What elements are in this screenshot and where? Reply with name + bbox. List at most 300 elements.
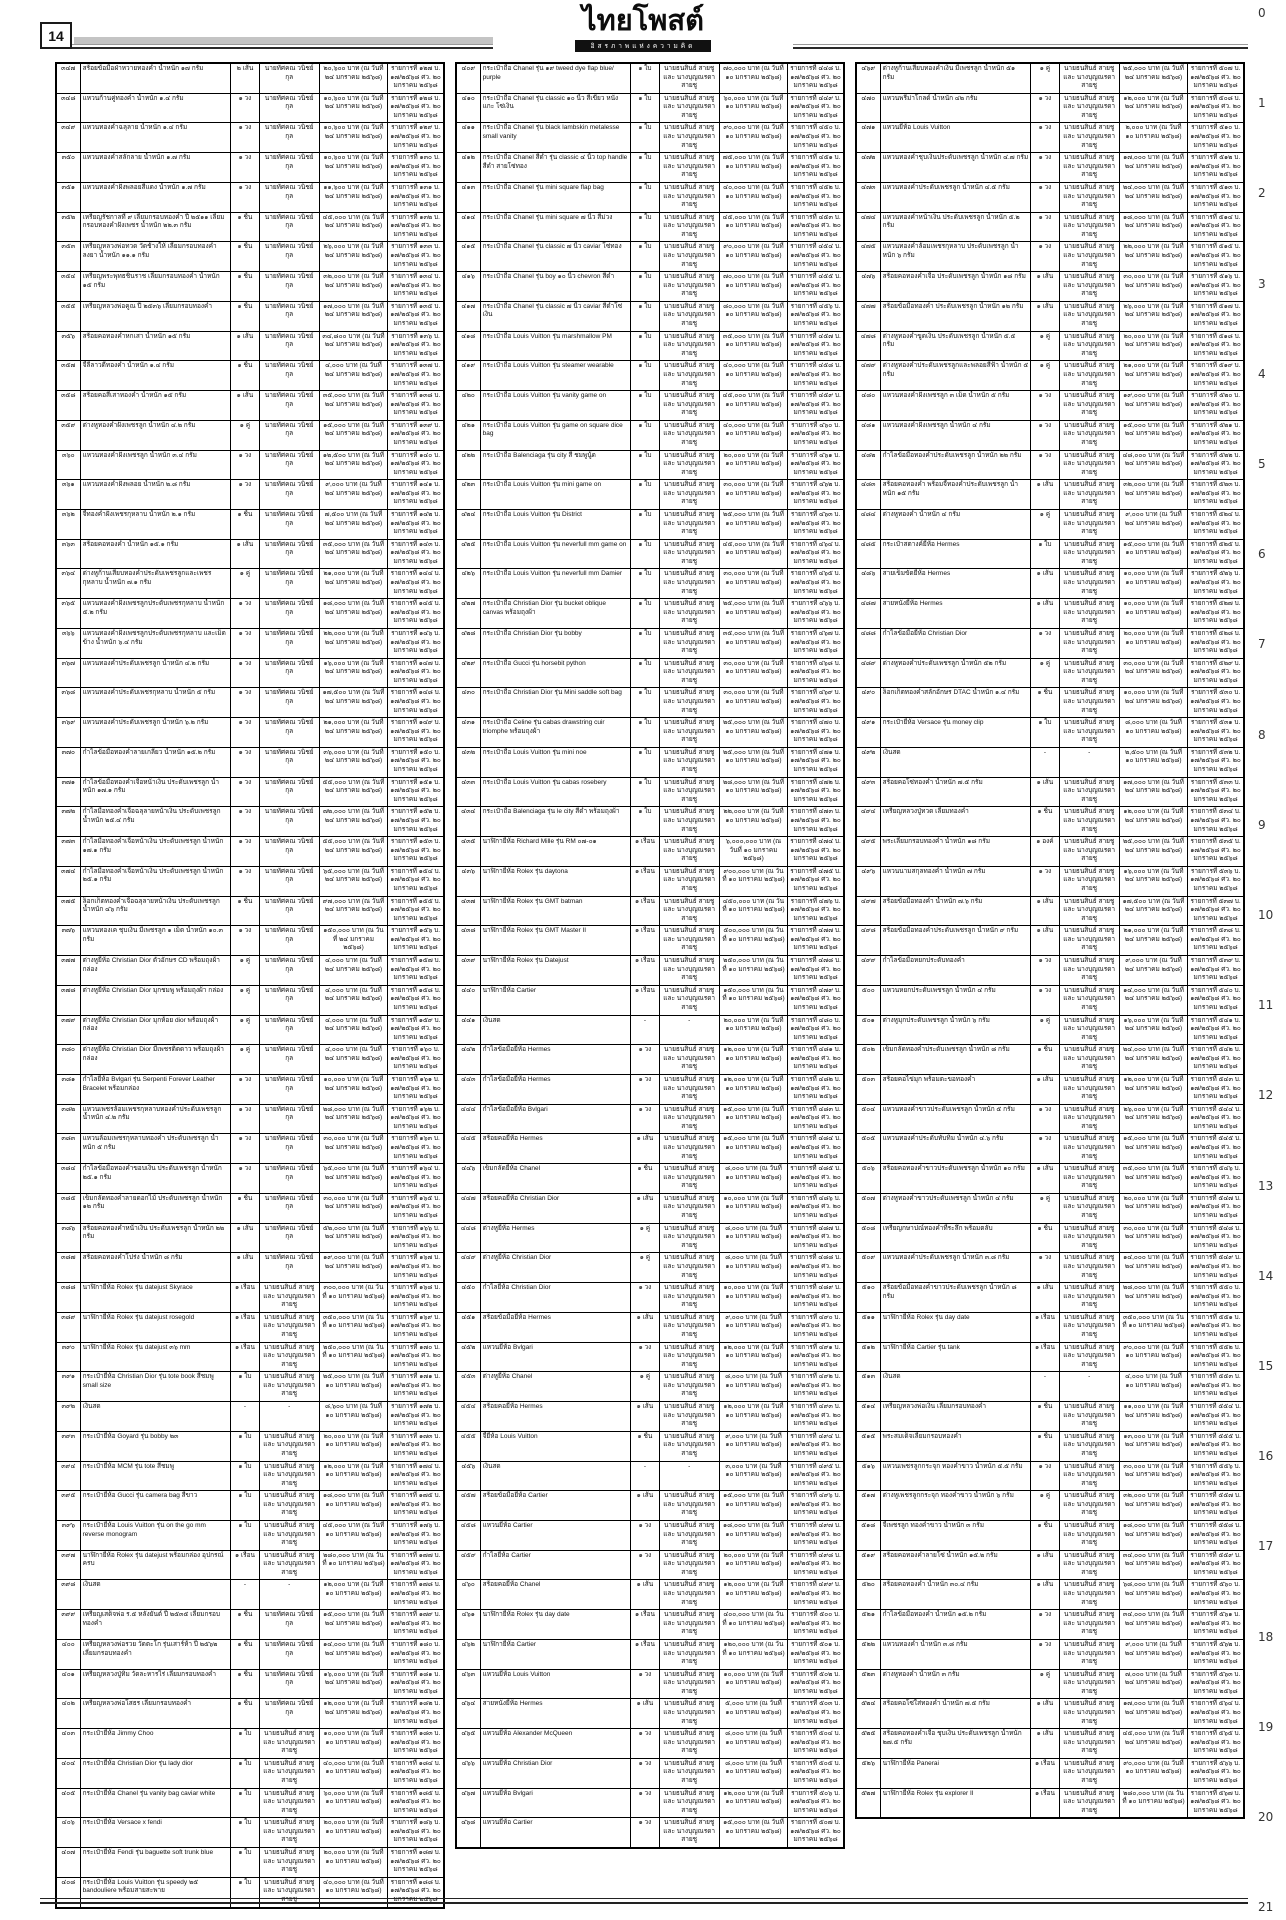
reference-cell: รายการที่ ๑๓๓ บ. ๑๗/๒๕๖๘ ศว. ๒๐ มกราคม ๒๕๖๘	[388, 242, 444, 272]
appraiser-cell: นายธนสินธ์ สายชู และ นางบุญณรดา สายชู	[659, 866, 719, 896]
item-no-cell: ๔๗๖	[856, 272, 880, 302]
item-no-cell: ๓๙๙	[56, 1610, 80, 1640]
quantity-cell: ๑ เส้น	[1031, 599, 1059, 629]
quantity-cell: ๑ เส้น	[1031, 1729, 1059, 1759]
reference-cell: รายการที่ ๑๗๐ บ. ๑๗/๒๕๖๘ ศว. ๒๐ มกราคม ๒๕๖๘	[388, 1342, 444, 1372]
item-no-cell: ๔๓๒	[456, 747, 480, 777]
appraiser-cell: นายธนสินธ์ สายชู และ นางบุญณรดา สายชู	[659, 1164, 719, 1194]
item-no-cell: ๔๕๐	[456, 1283, 480, 1313]
table-row	[56, 1134, 444, 1164]
quantity-cell: ๑ ใบ	[1031, 718, 1059, 748]
price-cell: ๑๕,๐๐๐ บาท (ณ วันที่ ๑๐ มกราคม ๒๕๖๘)	[719, 1491, 787, 1521]
price-cell: ๗,๕๐๐ บาท (ณ วันที่ ๒๔ มกราคม ๒๕๖๘)	[319, 510, 387, 540]
table-row	[856, 1788, 1244, 1818]
item-no-cell: ๔๐๕	[56, 1788, 80, 1818]
table-row	[456, 1431, 844, 1461]
description-cell: แหวนทองคำหน้าเงิน ประดับเพชรลูก น้ำหนัก ๕.๒ กรัม	[880, 212, 1031, 242]
reference-cell: รายการที่ ๔๕๓ บ. ๑๗/๒๕๖๘ ศว. ๒๐ มกราคม ๒๕๖๘	[788, 212, 844, 242]
appraiser-cell: นายธนสินธ์ สายชู และ นางบุญณรดา สายชู	[1059, 1461, 1119, 1491]
item-no-cell: ๓๖๘	[56, 688, 80, 718]
table-row	[456, 272, 844, 302]
appraiser-cell: นายธนสินธ์ สายชู และ นางบุญณรดา สายชู	[1059, 539, 1119, 569]
appraiser-cell: นายธนสินธ์ สายชู และ นางบุญณรดา สายชู	[1059, 63, 1119, 93]
price-cell: ๒,๐๐๐ บาท (ณ วันที่ ๑๐ มกราคม ๒๕๖๘)	[1119, 123, 1187, 153]
description-cell: สายหนังยี่ห้อ Hermes	[480, 1699, 631, 1729]
item-no-cell: ๕๐๑	[856, 1015, 880, 1045]
quantity-cell: ๑ คู่	[1031, 1491, 1059, 1521]
reference-cell: รายการที่ ๕๕๘ บ. ๑๗/๒๕๖๘ ศว. ๒๐ มกราคม ๒๕๖๘	[1188, 1520, 1244, 1550]
appraiser-cell: นายธนสินธ์ สายชู และ นางบุญณรดา สายชู	[659, 361, 719, 391]
item-no-cell: ๕๒๓	[856, 1669, 880, 1699]
description-cell: แหวนล้อมเพชรกุหลาบทองคำ ประดับเพชรลูก น้ำหนัก ๕ กรัม	[80, 1134, 231, 1164]
appraiser-cell: นายทัศคณ วนิชย์กุล	[259, 242, 319, 272]
appraiser-cell: นายธนสินธ์ สายชู และ นางบุญณรดา สายชู	[1059, 242, 1119, 272]
table-row	[456, 1402, 844, 1432]
reference-cell: รายการที่ ๑๖๕ บ. ๑๗/๒๕๖๘ ศว. ๒๐ มกราคม ๒๕๖๘	[388, 1193, 444, 1223]
description-cell: นาฬิกายี่ห้อ Rolex รุ่น datejust พร้อมกล่อง อุปกรณ์ครบ	[80, 1550, 231, 1580]
price-cell: ๓๐,๐๐๐ บาท (ณ วันที่ ๑๐ มกราคม ๒๕๖๘)	[719, 688, 787, 718]
description-cell: แหวนทองคำฝังพลอย น้ำหนัก ๒.๘ กรัม	[80, 480, 231, 510]
appraiser-cell: นายธนสินธ์ สายชู และ นางบุญณรดา สายชู	[259, 1729, 319, 1759]
quantity-cell: ๑ วง	[231, 777, 259, 807]
quantity-cell: ๑ ใบ	[231, 1758, 259, 1788]
quantity-cell: ๑ ชิ้น	[231, 1193, 259, 1223]
description-cell: แหวนทองคำประดับเพชรลูก น้ำหนัก ๔.๕ กรัม	[880, 182, 1031, 212]
description-cell: เหรียญกษาปณ์ทองคำที่ระลึก พร้อมตลับ	[880, 1223, 1031, 1253]
table-row	[56, 1669, 444, 1699]
quantity-cell: ๑ วง	[231, 747, 259, 777]
reference-cell: รายการที่ ๔๕๙ บ. ๑๗/๒๕๖๘ ศว. ๒๐ มกราคม ๒๕๖๘	[788, 391, 844, 421]
quantity-cell: ๑ ใบ	[631, 688, 659, 718]
reference-cell: รายการที่ ๕๔๒ บ. ๑๗/๒๕๖๘ ศว. ๒๐ มกราคม ๒๕๖๘	[1188, 1045, 1244, 1075]
description-cell: แหวนยี่ห้อ Alexander McQueen	[480, 1729, 631, 1759]
description-cell: กระเป๋าสตางค์ยี่ห้อ Hermes	[880, 539, 1031, 569]
quantity-cell: ๑ เส้น	[1031, 896, 1059, 926]
description-cell: กระเป๋าถือ Louis Vuitton รุ่น neverfull mm game on	[480, 539, 631, 569]
item-no-cell: ๔๑๕	[456, 242, 480, 272]
table-row	[56, 1580, 444, 1610]
table-row	[56, 569, 444, 599]
price-cell: ๒๒,๐๐๐ บาท (ณ วันที่ ๒๔ มกราคม ๒๕๖๘)	[319, 628, 387, 658]
appraiser-cell: -	[659, 1461, 719, 1491]
price-cell: ๘๐,๐๐๐ บาท (ณ วันที่ ๑๐ มกราคม ๒๕๖๘)	[719, 301, 787, 331]
appraiser-cell: นายทัศคณ วนิชย์กุล	[259, 391, 319, 421]
appraiser-cell: นายธนสินธ์ สายชู และ นางบุญณรดา สายชู	[1059, 450, 1119, 480]
description-cell: กระเป๋าถือ Balenciaga รุ่น le city สีดำ พร้อมถุงผ้า	[480, 807, 631, 837]
price-cell: ๑๖,๐๐๐ บาท (ณ วันที่ ๒๔ มกราคม ๒๕๖๘)	[319, 1669, 387, 1699]
table-row	[856, 599, 1244, 629]
price-cell: ๔๕,๐๐๐ บาท (ณ วันที่ ๑๐ มกราคม ๒๕๖๘)	[719, 539, 787, 569]
table-row	[856, 510, 1244, 540]
quantity-cell: ๑ วง	[231, 628, 259, 658]
item-no-cell: ๓๙๔	[56, 1461, 80, 1491]
table-row	[856, 153, 1244, 183]
price-cell: ๔๕๐,๐๐๐ บาท (ณ วันที่ ๑๐ มกราคม ๒๕๖๘)	[719, 896, 787, 926]
quantity-cell: ๑ ใบ	[631, 658, 659, 688]
description-cell: นาฬิกายี่ห้อ Richard Mille รุ่น RM ๐๗-๐๑	[480, 837, 631, 867]
item-no-cell: ๔๕๖	[456, 1461, 480, 1491]
price-cell: ๑๙,๐๐๐ บาท (ณ วันที่ ๒๔ มกราคม ๒๕๖๘)	[1119, 391, 1187, 421]
table-row	[456, 1193, 844, 1223]
item-no-cell: ๕๑๐	[856, 1283, 880, 1313]
description-cell: ต่างหูทองคำขาวประดับเพชรลูก น้ำหนัก ๔ กรัม	[880, 1193, 1031, 1223]
item-no-cell: ๔๓๓	[456, 777, 480, 807]
table-row	[856, 391, 1244, 421]
description-cell: เหรียญหลวงพ่อรวย วัดตะโก รุ่นเสาร์ห้า ปี ๒๕๖๒ เลี่ยมกรอบทองคำ	[80, 1639, 231, 1669]
ruler-number: 12	[1258, 1088, 1274, 1103]
quantity-cell: ๑ วง	[231, 1104, 259, 1134]
price-cell: ๑๕,๐๐๐ บาท (ณ วันที่ ๑๐ มกราคม ๒๕๖๘)	[719, 1104, 787, 1134]
table-row	[856, 866, 1244, 896]
quantity-cell: ๑ เส้น	[231, 331, 259, 361]
table-row	[56, 1610, 444, 1640]
quantity-cell: ๑ วง	[631, 1818, 659, 1848]
appraiser-cell: นายธนสินธ์ สายชู และ นางบุญณรดา สายชู	[259, 1758, 319, 1788]
description-cell: เหรียญหลวงปู่ทวด เลี่ยมทองคำ	[880, 807, 1031, 837]
appraiser-cell: นายธนสินธ์ สายชู และ นางบุญณรดา สายชู	[659, 153, 719, 183]
price-cell: ๘,๐๐๐ บาท (ณ วันที่ ๑๐ มกราคม ๒๕๖๘)	[719, 1758, 787, 1788]
item-no-cell: ๔๙๙	[856, 956, 880, 986]
table-row	[56, 510, 444, 540]
description-cell: กำไลข้อมือทองคำ น้ำหนัก ๑๕.๒ กรัม	[880, 1610, 1031, 1640]
reference-cell: รายการที่ ๕๑๙ บ. ๑๗/๒๕๖๘ ศว. ๒๐ มกราคม ๒๕๖๘	[1188, 361, 1244, 391]
table-row	[56, 272, 444, 302]
appraiser-cell: นายธนสินธ์ สายชู และ นางบุญณรดา สายชู	[1059, 1045, 1119, 1075]
appraiser-cell: นายธนสินธ์ สายชู และ นางบุญณรดา สายชู	[1059, 1223, 1119, 1253]
price-cell: ๑๗,๐๐๐ บาท (ณ วันที่ ๒๔ มกราคม ๒๕๖๘)	[1119, 1699, 1187, 1729]
price-cell: ๔,๐๐๐ บาท (ณ วันที่ ๒๔ มกราคม ๒๕๖๘)	[319, 956, 387, 986]
quantity-cell: ๑ ใบ	[231, 1877, 259, 1907]
item-no-cell: ๔๐๐	[56, 1639, 80, 1669]
quantity-cell: ๑ ใบ	[631, 301, 659, 331]
appraiser-cell: นายธนสินธ์ สายชู และ นางบุญณรดา สายชู	[1059, 301, 1119, 331]
quantity-cell: ๑ ชิ้น	[1031, 1223, 1059, 1253]
description-cell: พระเลี่ยมกรอบทองคำ น้ำหนัก ๑๘ กรัม	[880, 837, 1031, 867]
item-no-cell: ๔๑๑	[456, 123, 480, 153]
quantity-cell: ๑ วง	[231, 658, 259, 688]
appraiser-cell: นายธนสินธ์ สายชู และ นางบุญณรดา สายชู	[659, 688, 719, 718]
reference-cell: รายการที่ ๕๑๒ บ. ๑๗/๒๕๖๘ ศว. ๒๐ มกราคม ๒๕๖๘	[1188, 153, 1244, 183]
ruler-number: 18	[1258, 1629, 1274, 1644]
ruler-number: 8	[1258, 727, 1266, 742]
reference-cell: รายการที่ ๕๓๐ บ. ๑๗/๒๕๖๘ ศว. ๒๐ มกราคม ๒๕๖๘	[1188, 688, 1244, 718]
appraiser-cell: นายธนสินธ์ สายชู และ นางบุญณรดา สายชู	[1059, 807, 1119, 837]
quantity-cell: ๑ ใบ	[631, 628, 659, 658]
item-no-cell: ๔๗๐	[856, 93, 880, 123]
description-cell: กระเป๋ายี่ห้อ Christian Dior รุ่น tote book สีชมพู small size	[80, 1372, 231, 1402]
table-row	[456, 331, 844, 361]
table-row	[856, 1639, 1244, 1669]
description-cell: แหวนหยกประดับเพชรลูก น้ำหนัก ๔ กรัม	[880, 985, 1031, 1015]
description-cell: เหรียญหลวงพ่อคูณ ปี ๒๕๓๖ เลี่ยมกรอบทองคำ	[80, 301, 231, 331]
description-cell: ต่างหูทองคำขูดเงิน ประดับเพชรลูก น้ำหนัก ๕.๕ กรัม	[880, 331, 1031, 361]
description-cell: กระเป๋ายี่ห้อ Christian Dior รุ่น lady dior	[80, 1758, 231, 1788]
price-cell: ๒๒,๐๐๐ บาท (ณ วันที่ ๑๐ มกราคม ๒๕๖๘)	[719, 807, 787, 837]
price-cell: ๔๘,๐๐๐ บาท (ณ วันที่ ๒๔ มกราคม ๒๕๖๘)	[1119, 450, 1187, 480]
table-row	[456, 1818, 844, 1848]
reference-cell: รายการที่ ๔๖๑ บ. ๑๗/๒๕๖๘ ศว. ๒๐ มกราคม ๒๕๖๘	[788, 450, 844, 480]
appraiser-cell: นายธนสินธ์ สายชู และ นางบุญณรดา สายชู	[659, 1342, 719, 1372]
item-no-cell: ๔๙๖	[856, 866, 880, 896]
item-no-cell: ๔๖๙	[856, 63, 880, 93]
quantity-cell: ๑ เส้น	[631, 1491, 659, 1521]
quantity-cell: ๑ องค์	[1031, 837, 1059, 867]
quantity-cell: ๑ วง	[631, 1729, 659, 1759]
reference-cell: รายการที่ ๕๐๑ บ. ๑๗/๒๕๖๘ ศว. ๒๐ มกราคม ๒๕๖๘	[788, 1639, 844, 1669]
reference-cell: รายการที่ ๑๓๙ บ. ๑๗/๒๕๖๘ ศว. ๒๐ มกราคม ๒๕๖๘	[388, 420, 444, 450]
appraiser-cell: นายธนสินธ์ สายชู และ นางบุญณรดา สายชู	[659, 450, 719, 480]
price-cell: ๙๗,๐๐๐ บาท (ณ วันที่ ๒๔ มกราคม ๒๕๖๘)	[319, 896, 387, 926]
appraiser-cell: นายทัศคณ วนิชย์กุล	[259, 688, 319, 718]
table-row	[56, 1283, 444, 1313]
reference-cell: รายการที่ ๔๘๕ บ. ๑๗/๒๕๖๘ ศว. ๒๐ มกราคม ๒๕๖๘	[788, 1164, 844, 1194]
description-cell: สร้อยคอทองคำ พร้อมจี้ทองคำประดับเพชรลูก น้ำหนัก ๑๕ กรัม	[880, 480, 1031, 510]
item-no-cell: ๔๖๑	[456, 1610, 480, 1640]
quantity-cell: ๑ ชิ้น	[231, 361, 259, 391]
reference-cell: รายการที่ ๑๘๖ บ. ๑๗/๒๕๖๘ ศว. ๒๐ มกราคม ๒๕๖๘	[388, 1818, 444, 1848]
quantity-cell: ๑ ชิ้น	[231, 1610, 259, 1640]
table-row	[456, 1223, 844, 1253]
appraiser-cell: นายธนสินธ์ สายชู และ นางบุญณรดา สายชู	[659, 182, 719, 212]
quantity-cell: ๑ คู่	[231, 1015, 259, 1045]
item-no-cell: ๔๒๓	[456, 480, 480, 510]
reference-cell: รายการที่ ๕๖๒ บ. ๑๗/๒๕๖๘ ศว. ๒๐ มกราคม ๒๕๖๘	[1188, 1639, 1244, 1669]
price-cell: ๑๒,๐๐๐ บาท (ณ วันที่ ๒๔ มกราคม ๒๕๖๘)	[1119, 93, 1187, 123]
appraiser-cell: นายธนสินธ์ สายชู และ นางบุญณรดา สายชู	[1059, 212, 1119, 242]
table-row	[456, 896, 844, 926]
reference-cell: รายการที่ ๑๘๘ บ. ๑๗/๒๕๖๘ ศว. ๒๐ มกราคม ๒๕๖๘	[388, 1877, 444, 1907]
reference-cell: รายการที่ ๕๖๑ บ. ๑๗/๒๕๖๘ ศว. ๒๐ มกราคม ๒๕๖๘	[1188, 1610, 1244, 1640]
quantity-cell: ๑ ใบ	[631, 718, 659, 748]
appraiser-cell: -	[259, 1402, 319, 1432]
reference-cell: รายการที่ ๔๘๒ บ. ๑๗/๒๕๖๘ ศว. ๒๐ มกราคม ๒๕๖๘	[788, 1074, 844, 1104]
table-row	[56, 807, 444, 837]
description-cell: แหวนพรีม่าโกลด์ น้ำหนัก ๔๒ กรัม	[880, 93, 1031, 123]
description-cell: แหวนทองคำประดับทับทิม น้ำหนัก ๔.๖ กรัม	[880, 1134, 1031, 1164]
table-row	[456, 1699, 844, 1729]
reference-cell: รายการที่ ๔๗๗ บ. ๑๗/๒๕๖๘ ศว. ๒๐ มกราคม ๒๕๖๘	[788, 926, 844, 956]
reference-cell: รายการที่ ๕๒๙ บ. ๑๗/๒๕๖๘ ศว. ๒๐ มกราคม ๒๕๖๘	[1188, 658, 1244, 688]
quantity-cell: ๑ ใบ	[231, 1729, 259, 1759]
table-row	[856, 1253, 1244, 1283]
table-row	[856, 1283, 1244, 1313]
item-no-cell: ๓๙๓	[56, 1431, 80, 1461]
price-cell: ๑๕,๐๐๐ บาท (ณ วันที่ ๒๔ มกราคม ๒๕๖๘)	[1119, 1134, 1187, 1164]
reference-cell: รายการที่ ๔๘๘ บ. ๑๗/๒๕๖๘ ศว. ๒๐ มกราคม ๒๕๖๘	[788, 1253, 844, 1283]
table-row	[856, 1729, 1244, 1759]
table-row	[856, 777, 1244, 807]
description-cell: สร้อยคอทองคำโปร่ง น้ำหนัก ๘ กรัม	[80, 1253, 231, 1283]
price-cell: ๙๐,๐๐๐ บาท (ณ วันที่ ๑๐ มกราคม ๒๕๖๘)	[1119, 1758, 1187, 1788]
reference-cell: รายการที่ ๕๖๕ บ. ๑๗/๒๕๖๘ ศว. ๒๐ มกราคม ๒๕๖๘	[1188, 1729, 1244, 1759]
price-cell: ๑๗,๐๐๐ บาท (ณ วันที่ ๒๔ มกราคม ๒๕๖๘)	[1119, 153, 1187, 183]
price-cell: ๙๐,๐๐๐ บาท (ณ วันที่ ๑๐ มกราคม ๒๕๖๘)	[1119, 1342, 1187, 1372]
quantity-cell: ๑ วง	[631, 1045, 659, 1075]
item-no-cell: ๔๔๕	[456, 1134, 480, 1164]
reference-cell: รายการที่ ๕๓๗ บ. ๑๗/๒๕๖๘ ศว. ๒๐ มกราคม ๒๕๖๘	[1188, 896, 1244, 926]
description-cell: ต่างหูยี่ห้อ Christian Dior มุกห้อย dior พร้อมถุงผ้า กล่อง	[80, 1015, 231, 1045]
table-row	[456, 1520, 844, 1550]
item-no-cell: ๔๘๒	[856, 450, 880, 480]
table-row	[456, 123, 844, 153]
reference-cell: รายการที่ ๔๗๑ บ. ๑๗/๒๕๖๘ ศว. ๒๐ มกราคม ๒๕๖๘	[788, 747, 844, 777]
description-cell: สร้อยคอทองคำ น้ำหนัก ๑๕.๑ กรัม	[80, 539, 231, 569]
table-row	[56, 866, 444, 896]
table-row	[856, 1134, 1244, 1164]
item-no-cell: ๓๘๓	[56, 1134, 80, 1164]
appraiser-cell: นายทัศคณ วนิชย์กุล	[259, 450, 319, 480]
quantity-cell: ๑ วง	[1031, 1461, 1059, 1491]
price-cell: ๑๕,๐๐๐ บาท (ณ วันที่ ๑๐ มกราคม ๒๕๖๘)	[719, 1134, 787, 1164]
price-cell: ๓๐,๐๐๐ บาท (ณ วันที่ ๑๐ มกราคม ๒๕๖๘)	[719, 658, 787, 688]
item-no-cell: ๔๐๓	[56, 1729, 80, 1759]
item-no-cell: ๕๑๗	[856, 1491, 880, 1521]
table-row	[856, 420, 1244, 450]
quantity-cell: ๑ วง	[231, 1074, 259, 1104]
reference-cell: รายการที่ ๔๘๖ บ. ๑๗/๒๕๖๘ ศว. ๒๐ มกราคม ๒๕๖๘	[788, 1193, 844, 1223]
table-row	[856, 1074, 1244, 1104]
quantity-cell: ๑ วง	[231, 182, 259, 212]
appraiser-cell: นายทัศคณ วนิชย์กุล	[259, 1253, 319, 1283]
table-row	[456, 628, 844, 658]
item-no-cell: ๓๖๔	[56, 569, 80, 599]
description-cell: กระเป๋าถือ Louis Vuitton รุ่น game on square dice bag	[480, 420, 631, 450]
appraiser-cell: นายธนสินธ์ สายชู และ นางบุญณรดา สายชู	[1059, 1193, 1119, 1223]
table-row	[56, 1015, 444, 1045]
price-cell: ๑๗,๐๐๐ บาท (ณ วันที่ ๒๔ มกราคม ๒๕๖๘)	[319, 301, 387, 331]
reference-cell: รายการที่ ๕๑๔ บ. ๑๗/๒๕๖๘ ศว. ๒๐ มกราคม ๒๕๖๘	[1188, 212, 1244, 242]
item-no-cell: ๕๐๔	[856, 1104, 880, 1134]
table-row	[56, 1639, 444, 1669]
quantity-cell: ๑ คู่	[1031, 63, 1059, 93]
reference-cell: รายการที่ ๔๗๙ บ. ๑๗/๒๕๖๘ ศว. ๒๐ มกราคม ๒๕๖๘	[788, 985, 844, 1015]
quantity-cell: ๑ วง	[231, 688, 259, 718]
quantity-cell: ๑ คู่	[231, 985, 259, 1015]
reference-cell: รายการที่ ๕๕๑ บ. ๑๗/๒๕๖๘ ศว. ๒๐ มกราคม ๒๕๖๘	[1188, 1312, 1244, 1342]
price-cell: ๑๙,๐๐๐ บาท (ณ วันที่ ๒๔ มกราคม ๒๕๖๘)	[319, 1253, 387, 1283]
table-row	[456, 1074, 844, 1104]
quantity-cell: ๑ ใบ	[231, 1848, 259, 1878]
description-cell: กระเป๋ายี่ห้อ Louis Vuitton รุ่น speedy ๒๕ bandouliere พร้อมสายสะพาย	[80, 1877, 231, 1907]
item-no-cell: ๔๕๑	[456, 1312, 480, 1342]
appraiser-cell: นายธนสินธ์ สายชู และ นางบุญณรดา สายชู	[659, 63, 719, 93]
quantity-cell: ๑ เส้น	[1031, 1164, 1059, 1194]
appraiser-cell: นายธนสินธ์ สายชู และ นางบุญณรดา สายชู	[1059, 1639, 1119, 1669]
item-no-cell: ๔๘๖	[856, 569, 880, 599]
description-cell: ต่างหูทองคำฝังเพชรลูก น้ำหนัก ๔.๒ กรัม	[80, 420, 231, 450]
ruler-number: 13	[1258, 1178, 1274, 1193]
quantity-cell: ๑ เส้น	[1031, 926, 1059, 956]
item-no-cell: ๕๐๓	[856, 1074, 880, 1104]
price-cell: ๑๕,๐๐๐ บาท (ณ วันที่ ๒๔ มกราคม ๒๕๖๘)	[319, 420, 387, 450]
table-row	[456, 1491, 844, 1521]
quantity-cell: ๑ เส้น	[1031, 301, 1059, 331]
table-row	[856, 1342, 1244, 1372]
table-row	[856, 1491, 1244, 1521]
reference-cell: รายการที่ ๕๕๒ บ. ๑๗/๒๕๖๘ ศว. ๒๐ มกราคม ๒๕๖๘	[1188, 1342, 1244, 1372]
appraiser-cell: นายธนสินธ์ สายชู และ นางบุญณรดา สายชู	[659, 1818, 719, 1848]
price-cell: ๖๕,๐๐๐ บาท (ณ วันที่ ๒๔ มกราคม ๒๕๖๘)	[319, 1164, 387, 1194]
price-cell: ๔๕,๐๐๐ บาท (ณ วันที่ ๒๔ มกราคม ๒๕๖๘)	[1119, 1729, 1187, 1759]
item-no-cell: ๓๖๗	[56, 658, 80, 688]
reference-cell: รายการที่ ๔๖๗ บ. ๑๗/๒๕๖๘ ศว. ๒๐ มกราคม ๒๕๖๘	[788, 628, 844, 658]
table-row	[56, 628, 444, 658]
quantity-cell: ๑ วง	[631, 1283, 659, 1313]
price-cell: ๓๕๐,๐๐๐ บาท (ณ วันที่ ๑๐ มกราคม ๒๕๖๘)	[1119, 1312, 1187, 1342]
table-row	[56, 1104, 444, 1134]
description-cell: แหวนทองคำฝังพลอยสีแดง น้ำหนัก ๑.๗ กรัม	[80, 182, 231, 212]
table-row	[456, 63, 844, 93]
header-gray-bar	[74, 37, 522, 44]
reference-cell: รายการที่ ๕๓๓ บ. ๑๗/๒๕๖๘ ศว. ๒๐ มกราคม ๒๕๖๘	[1188, 777, 1244, 807]
table-row	[456, 242, 844, 272]
quantity-cell: ๑ ใบ	[631, 807, 659, 837]
price-cell: ๓๕,๐๐๐ บาท (ณ วันที่ ๑๐ มกราคม ๒๕๖๘)	[719, 331, 787, 361]
reference-cell: รายการที่ ๕๕๓ บ. ๑๗/๒๕๖๘ ศว. ๒๐ มกราคม ๒๕๖๘	[1188, 1372, 1244, 1402]
price-cell: ๓๕,๐๐๐ บาท (ณ วันที่ ๒๔ มกราคม ๒๕๖๘)	[319, 539, 387, 569]
item-no-cell: ๓๗๖	[56, 926, 80, 956]
quantity-cell: ๑ ชิ้น	[231, 1699, 259, 1729]
reference-cell: รายการที่ ๔๗๖ บ. ๑๗/๒๕๖๘ ศว. ๒๐ มกราคม ๒๕๖๘	[788, 896, 844, 926]
item-no-cell: ๕๐๖	[856, 1164, 880, 1194]
table-row	[456, 1610, 844, 1640]
appraiser-cell: นายทัศคณ วนิชย์กุล	[259, 718, 319, 748]
quantity-cell: ๑ วง	[231, 93, 259, 123]
appraiser-cell: นายธนสินธ์ สายชู และ นางบุญณรดา สายชู	[1059, 1104, 1119, 1134]
appraiser-cell: นายธนสินธ์ สายชู และ นางบุญณรดา สายชู	[659, 926, 719, 956]
reference-cell: รายการที่ ๑๖๒ บ. ๑๗/๒๕๖๘ ศว. ๒๐ มกราคม ๒๕๖๘	[388, 1104, 444, 1134]
reference-cell: รายการที่ ๑๒๙ บ. ๑๗/๒๕๖๘ ศว. ๒๐ มกราคม ๒๕๖๘	[388, 123, 444, 153]
description-cell: แหวนยี่ห้อ Louis Vuitton	[480, 1669, 631, 1699]
reference-cell: รายการที่ ๕๒๖ บ. ๑๗/๒๕๖๘ ศว. ๒๐ มกราคม ๒๕๖๘	[1188, 569, 1244, 599]
table-row	[56, 391, 444, 421]
description-cell: กระเป๋าถือ Chanel รุ่น classic ๗ นิ้ว caviar โซ่ทอง	[480, 242, 631, 272]
price-cell: ๑๕๐,๐๐๐ บาท (ณ วันที่ ๒๔ มกราคม ๒๕๖๘)	[319, 926, 387, 956]
description-cell: แหวนยี่ห้อ Bvlgari	[480, 1342, 631, 1372]
table-row	[56, 896, 444, 926]
table-row	[856, 182, 1244, 212]
item-no-cell: ๔๘๓	[856, 480, 880, 510]
reference-cell: รายการที่ ๕๔๗ บ. ๑๗/๒๕๖๘ ศว. ๒๐ มกราคม ๒๕๖๘	[1188, 1193, 1244, 1223]
price-cell: ๙,๐๐๐ บาท (ณ วันที่ ๑๐ มกราคม ๒๕๖๘)	[719, 1431, 787, 1461]
appraiser-cell: นายทัศคณ วนิชย์กุล	[259, 956, 319, 986]
item-no-cell: ๔๓๔	[456, 807, 480, 837]
quantity-cell: ๑ คู่	[231, 1045, 259, 1075]
reference-cell: รายการที่ ๑๓๖ บ. ๑๗/๒๕๖๘ ศว. ๒๐ มกราคม ๒๕๖๘	[388, 331, 444, 361]
table-row	[856, 718, 1244, 748]
description-cell: ต่างหูทองคำ น้ำหนัก ๓ กรัม	[880, 1669, 1031, 1699]
reference-cell: รายการที่ ๔๕๗ บ. ๑๗/๒๕๖๘ ศว. ๒๐ มกราคม ๒๕๖๘	[788, 331, 844, 361]
table-row	[56, 1520, 444, 1550]
quantity-cell: ๑ เรือน	[631, 926, 659, 956]
reference-cell: รายการที่ ๕๐๖ บ. ๑๗/๒๕๖๘ ศว. ๒๐ มกราคม ๒๕๖๘	[788, 1788, 844, 1818]
quantity-cell: ๑ ใบ	[631, 153, 659, 183]
reference-cell: รายการที่ ๔๙๙ บ. ๑๗/๒๕๖๘ ศว. ๒๐ มกราคม ๒๕๖๘	[788, 1580, 844, 1610]
description-cell: กระเป๋ายี่ห้อ Versace รุ่น money clip	[880, 718, 1031, 748]
description-cell: สร้อยคอทองคำเจือ ชุบเงิน ประดับเพชรลูก น้ำหนัก ๒๗.๕ กรัม	[880, 1729, 1031, 1759]
price-cell: ๓๒,๐๐๐ บาท (ณ วันที่ ๒๔ มกราคม ๒๕๖๘)	[319, 272, 387, 302]
quantity-cell: ๑ คู่	[1031, 361, 1059, 391]
item-no-cell: ๓๗๔	[56, 866, 80, 896]
table-row	[856, 361, 1244, 391]
ruler-number: 19	[1258, 1719, 1274, 1734]
quantity-cell: ๑ วง	[1031, 450, 1059, 480]
table-row	[456, 1045, 844, 1075]
appraiser-cell: นายธนสินธ์ สายชู และ นางบุญณรดา สายชู	[659, 956, 719, 986]
quantity-cell: ๑ เรือน	[231, 1550, 259, 1580]
quantity-cell: ๑ วง	[231, 807, 259, 837]
appraiser-cell: นายธนสินธ์ สายชู และ นางบุญณรดา สายชู	[659, 628, 719, 658]
